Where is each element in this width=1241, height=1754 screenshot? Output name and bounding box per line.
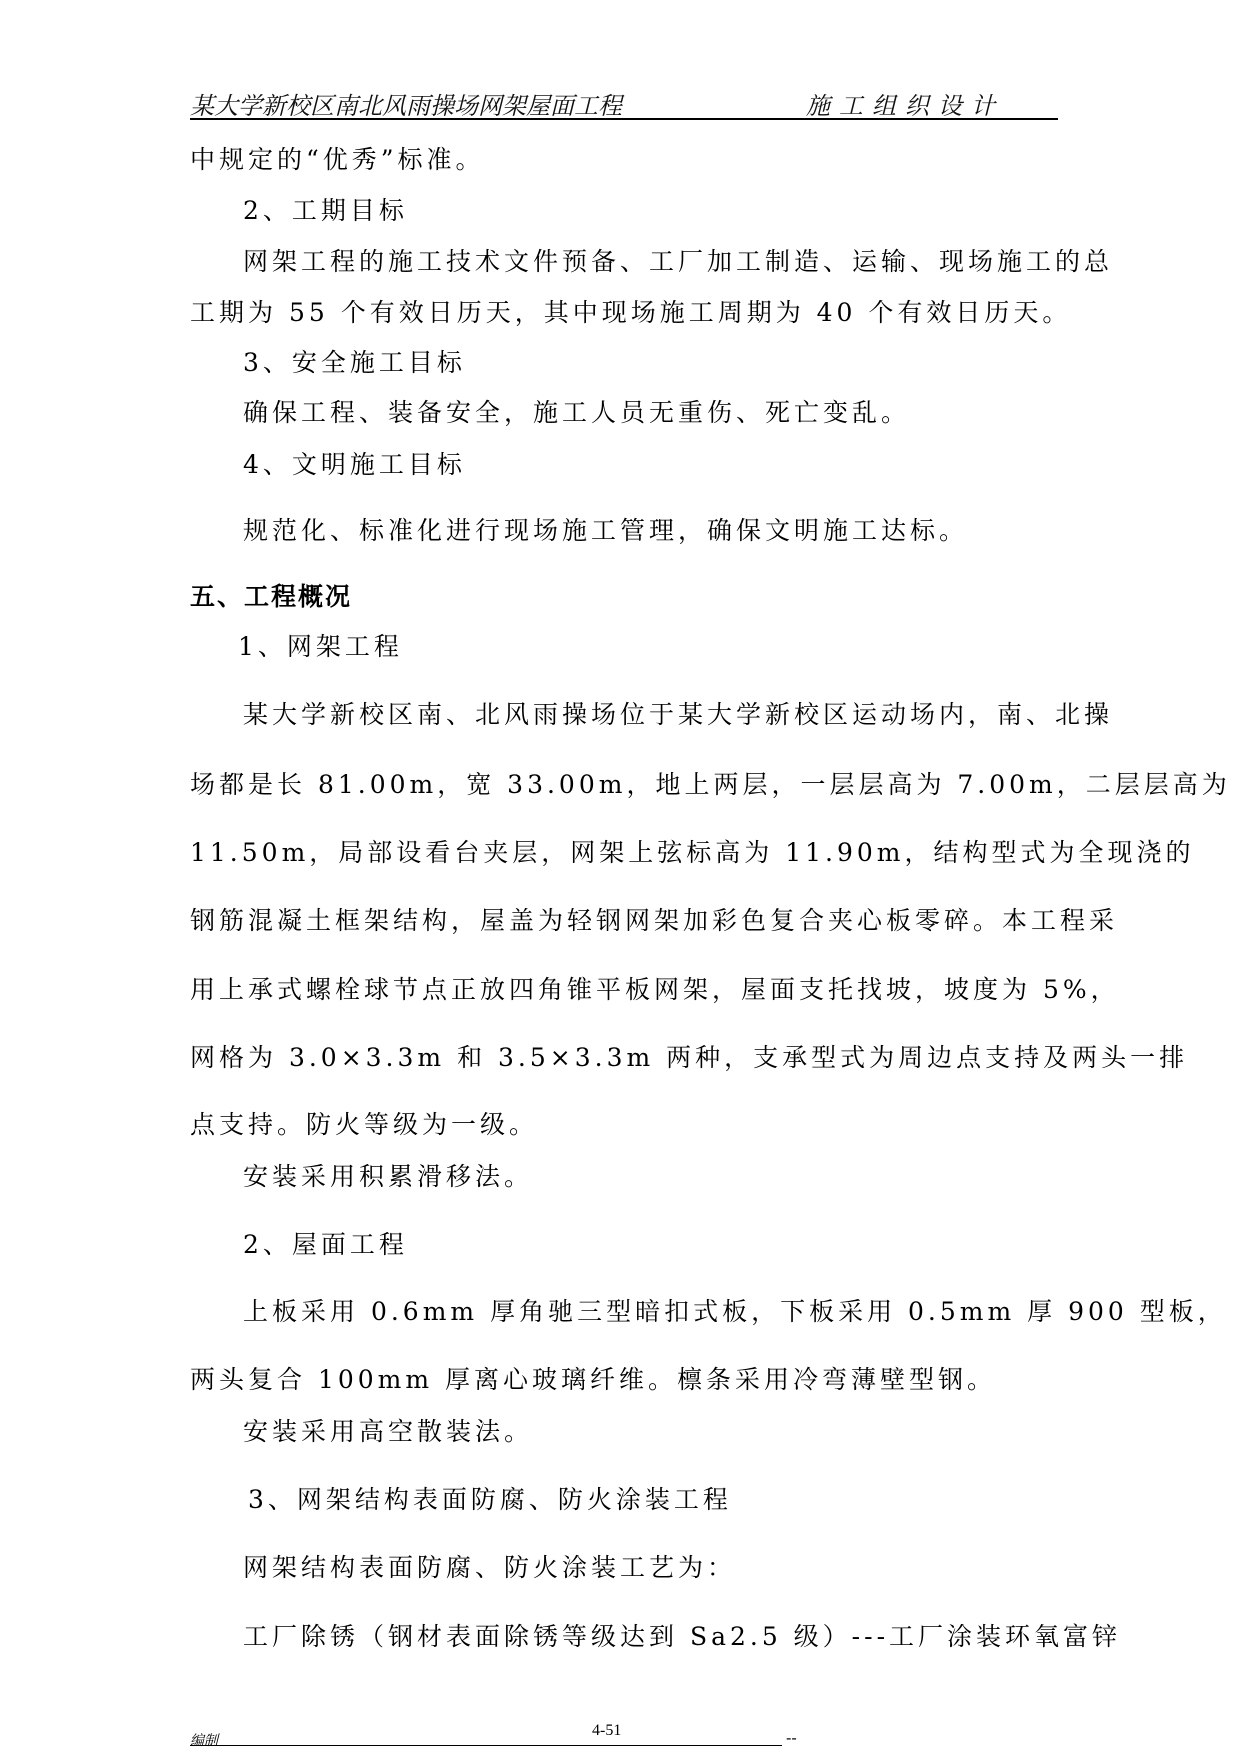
body-line: 两头复合 100mm 厚离心玻璃纤维。檩条采用冷弯薄壁型钢。 (190, 1365, 997, 1394)
body-line: 中规定的“优秀”标准。 (190, 145, 485, 174)
body-line: 钢筋混凝土框架结构，屋盖为轻钢网架加彩色复合夹心板零碎。本工程采 (190, 906, 1119, 935)
body-line: 安装采用积累滑移法。 (243, 1162, 534, 1191)
header-rule (190, 118, 1058, 120)
section-heading-civilized-goal: 4、文明施工目标 (243, 450, 466, 479)
page-number: 4-51 (592, 1722, 622, 1739)
body-line: 点支持。防火等级为一级。 (190, 1110, 539, 1139)
section-heading-roofing: 2、屋面工程 (243, 1230, 408, 1259)
body-line: 某大学新校区南、北风雨操场位于某大学新校区运动场内，南、北操 (243, 700, 1114, 729)
header-document-type: 施工组织设计 (806, 92, 1004, 120)
section-heading-safety-goal: 3、安全施工目标 (243, 348, 466, 377)
footer-rule (190, 1745, 782, 1746)
footer-prepared-by-label: 编制 (190, 1733, 218, 1749)
body-line: 工期为 55 个有效日历天，其中现场施工周期为 40 个有效日历天。 (190, 298, 1072, 327)
section-heading-space-frame: 1、网架工程 (238, 632, 403, 661)
body-line: 网格为 3.0×3.3m 和 3.5×3.3m 两种，支承型式为周边点支持及两头一排 (190, 1043, 1189, 1072)
body-line: 网架结构表面防腐、防火涂装工艺为： (243, 1553, 737, 1582)
body-line: 网架工程的施工技术文件预备、工厂加工制造、运输、现场施工的总 (243, 247, 1114, 276)
section-heading-schedule-goal: 2、工期目标 (243, 196, 408, 225)
body-line: 确保工程、装备安全，施工人员无重伤、死亡变乱。 (243, 398, 911, 427)
header-project-title: 某大学新校区南北风雨操场网架屋面工程 (190, 92, 622, 120)
body-line: 上板采用 0.6mm 厚角驰三型暗扣式板，下板采用 0.5mm 厚 900 型板， (243, 1297, 1227, 1326)
section-heading-coating: 3、网架结构表面防腐、防火涂装工程 (248, 1485, 732, 1514)
body-line: 用上承式螺栓球节点正放四角锥平板网架，屋面支托找坡，坡度为 5%， (190, 975, 1120, 1004)
body-line: 11.50m，局部设看台夹层，网架上弦标高为 11.90m，结构型式为全现浇的 (190, 838, 1195, 867)
body-line: 规范化、标准化进行现场施工管理，确保文明施工达标。 (243, 516, 969, 545)
body-line: 工厂除锈（钢材表面除锈等级达到 Sa2.5 级）---工厂涂装环氧富锌 (243, 1622, 1122, 1651)
body-line: 场都是长 81.00m，宽 33.00m，地上两层，一层层高为 7.00m，二层层高为 (190, 770, 1231, 799)
body-line: 安装采用高空散装法。 (243, 1417, 534, 1446)
footer-end-mark: -- (786, 1728, 797, 1747)
chapter-heading-project-overview: 五、工程概况 (190, 582, 353, 611)
